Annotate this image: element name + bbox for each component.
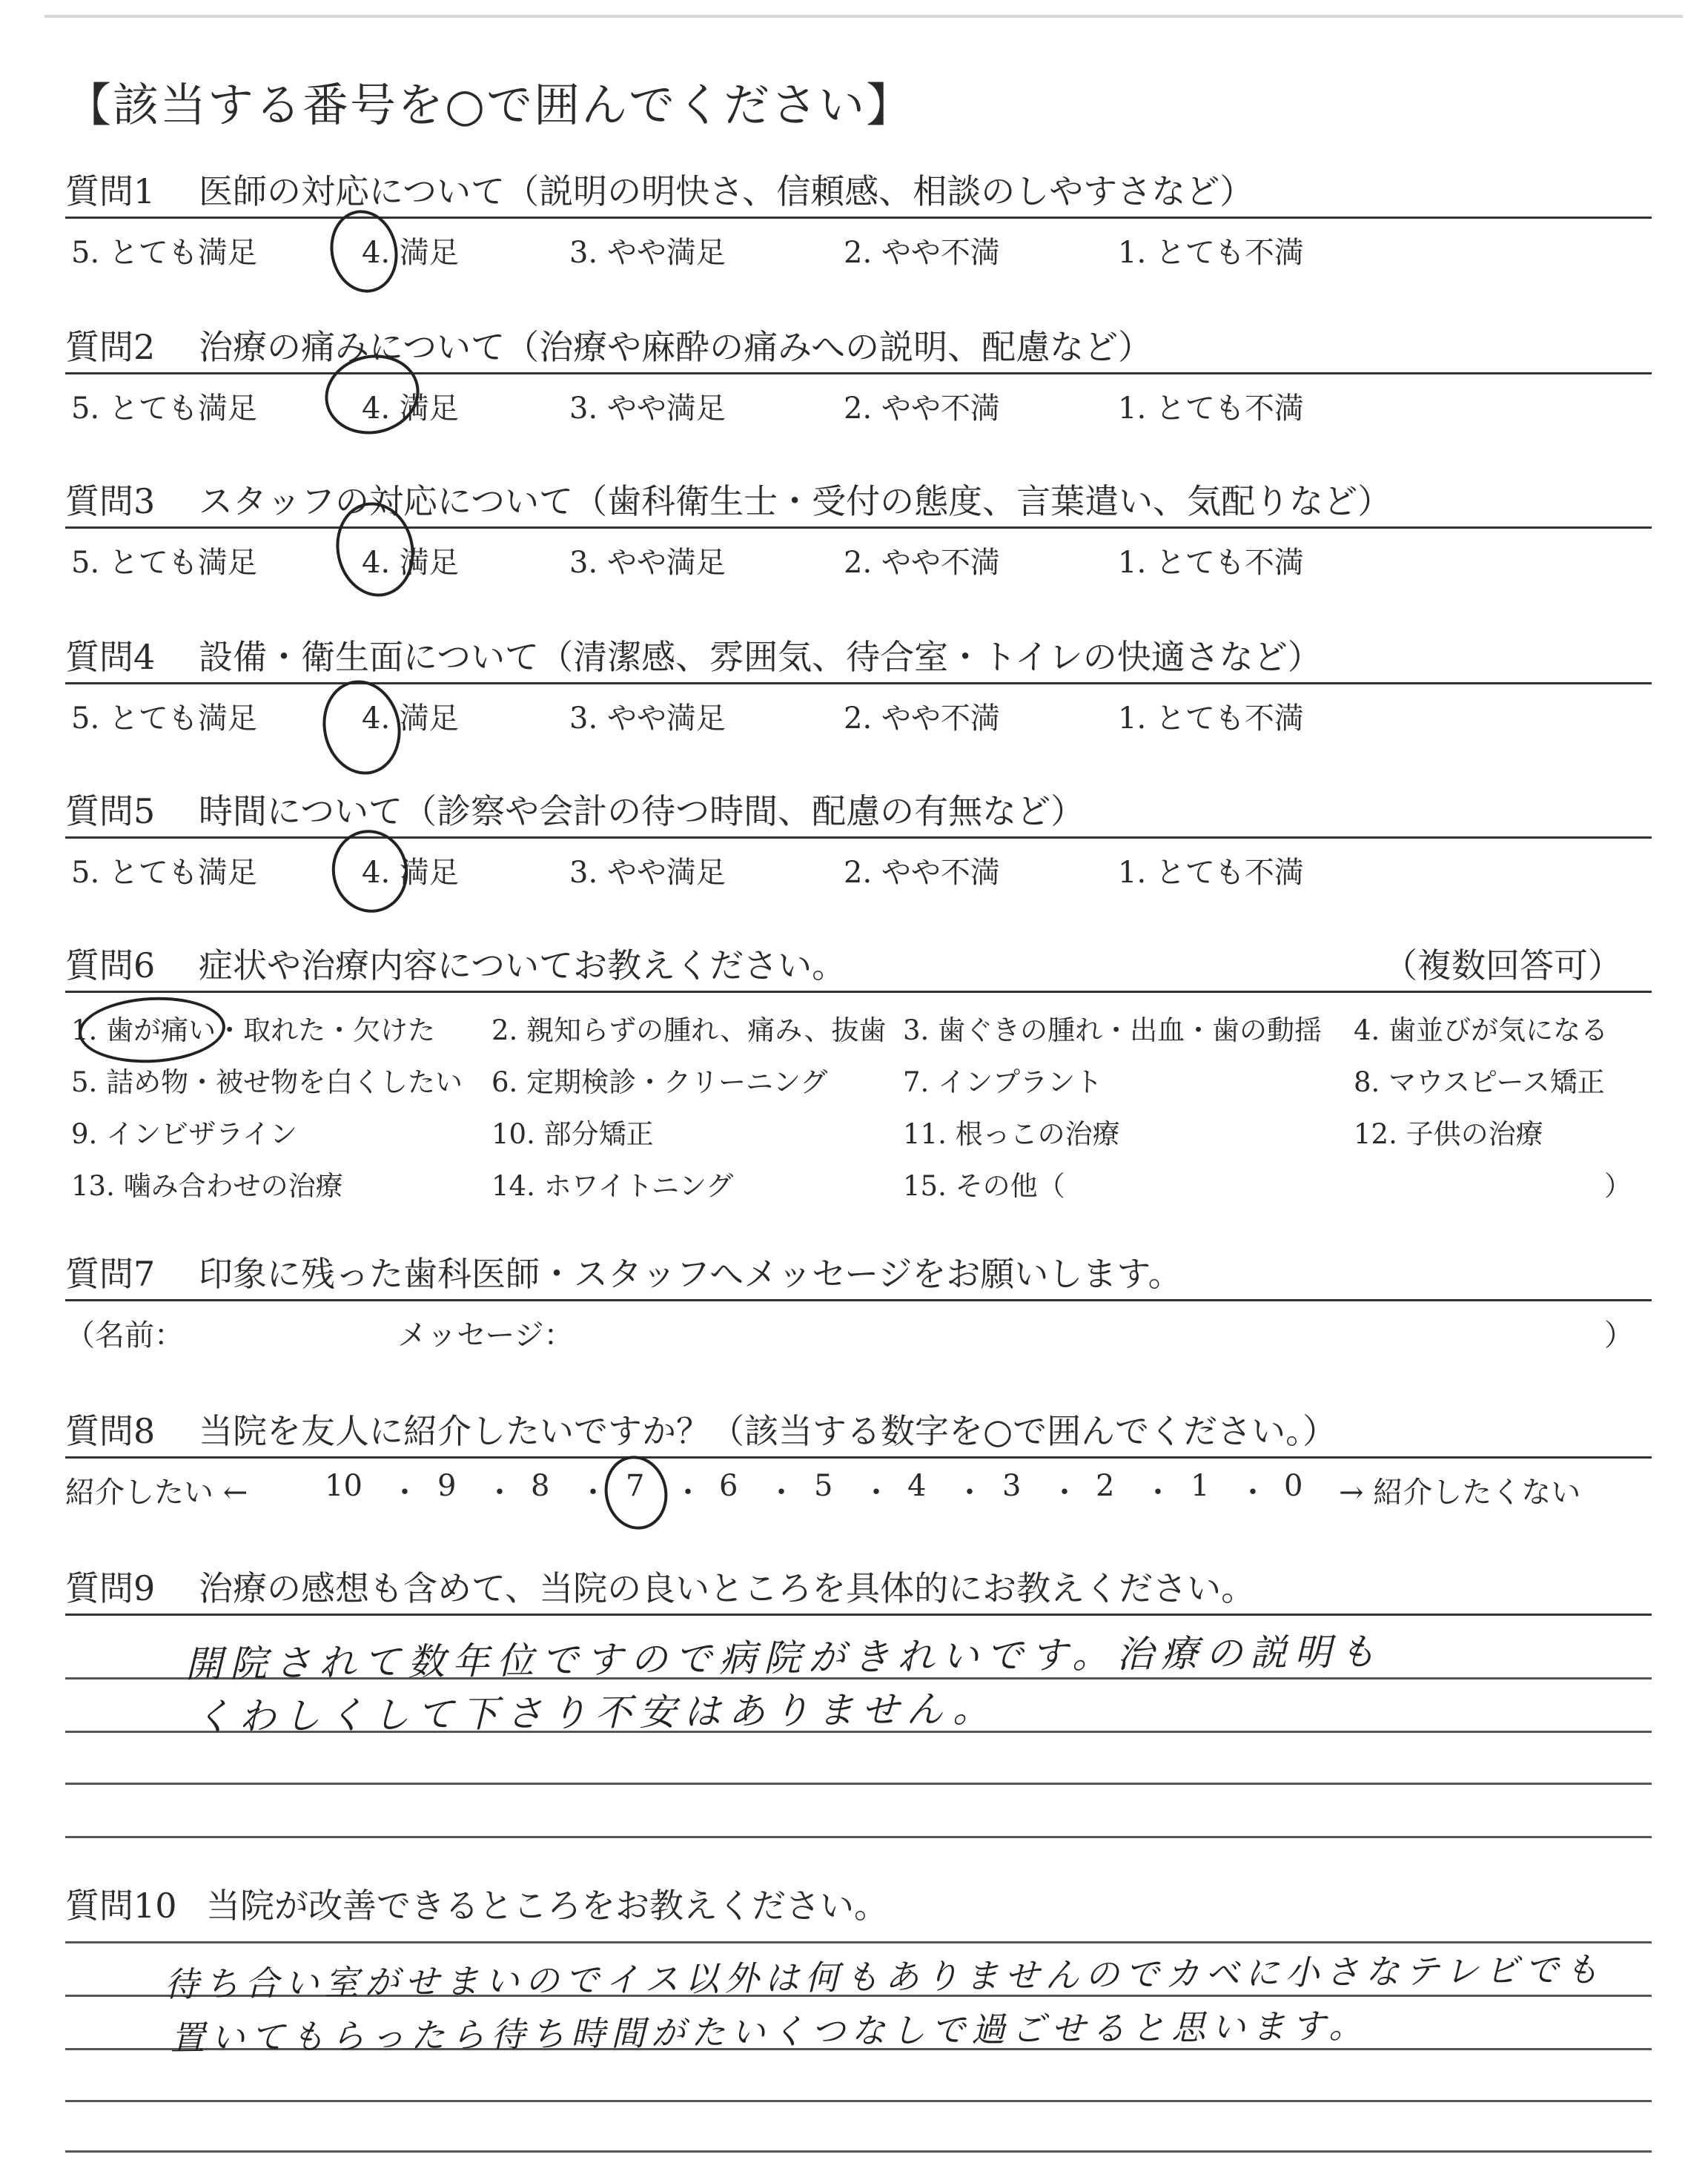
- question-header: [65, 1252, 1652, 1301]
- symptom-option[interactable]: 14. ホワイトニング: [491, 1170, 734, 1202]
- question-text: 医師の対応について（説明の明快さ、信頼感、相談のしやすさなど）: [199, 171, 1254, 211]
- symptom-option[interactable]: 13. 噛み合わせの治療: [71, 1170, 343, 1202]
- message-input[interactable]: [599, 1312, 1563, 1349]
- question-number: 質問1: [65, 171, 156, 211]
- option-5[interactable]: 5. とても満足: [71, 236, 257, 270]
- score-4[interactable]: 4: [907, 1469, 927, 1503]
- option-5[interactable]: 5. とても満足: [71, 392, 257, 426]
- question-text: 印象に残った歯科医師・スタッフへメッセージをお願いします。: [199, 1254, 1182, 1294]
- dot-separator: ・: [1238, 1476, 1268, 1510]
- dot-separator: ・: [861, 1476, 891, 1510]
- top-border: [44, 15, 1683, 18]
- option-4[interactable]: 4. 満足: [362, 392, 459, 426]
- option-1[interactable]: 1. とても不満: [1118, 392, 1304, 426]
- score-6[interactable]: 6: [719, 1469, 738, 1503]
- score-2[interactable]: 2: [1096, 1469, 1115, 1503]
- right-label: → 紹介したくない: [1339, 1476, 1581, 1510]
- dot-separator: ・: [485, 1476, 514, 1510]
- question-header: [65, 789, 1652, 839]
- option-1[interactable]: 1. とても不満: [1118, 701, 1304, 736]
- score-3[interactable]: 3: [1002, 1469, 1022, 1503]
- question-text: 治療の痛みについて（治療や麻酔の痛みへの説明、配慮など）: [199, 327, 1153, 367]
- question-number: 質問6: [65, 945, 156, 985]
- message-close-paren: ）: [1604, 1318, 1634, 1353]
- option-2[interactable]: 2. やや不満: [844, 546, 1000, 580]
- handwritten-answer-line[interactable]: くわしくして下さり不安はありません。: [193, 1687, 998, 1739]
- handwritten-answer-line[interactable]: 開院されて数年位ですので病院がきれいです。治療の説明も: [185, 1630, 1384, 1686]
- symptom-option[interactable]: 10. 部分矯正: [491, 1118, 654, 1150]
- question-number: 質問10: [65, 1886, 177, 1926]
- question-header: [65, 479, 1652, 529]
- answer-rule: [65, 2100, 1652, 2102]
- symptom-option[interactable]: 5. 詰め物・被せ物を白くしたい: [71, 1066, 463, 1098]
- question-2: [65, 325, 1652, 426]
- name-input[interactable]: [243, 1312, 391, 1349]
- question-7: [65, 1252, 1652, 1353]
- question-header: [65, 943, 1652, 993]
- symptom-option[interactable]: 7. インプラント: [903, 1066, 1103, 1098]
- score-1[interactable]: 1: [1191, 1469, 1210, 1503]
- answer-rule: [65, 1836, 1652, 1838]
- other-close-paren: ）: [1604, 1170, 1632, 1202]
- question-number: 質問7: [65, 1254, 156, 1294]
- option-3[interactable]: 3. やや満足: [569, 701, 726, 736]
- option-3[interactable]: 3. やや満足: [569, 392, 726, 426]
- symptom-option[interactable]: 8. マウスピース矯正: [1354, 1066, 1605, 1098]
- dot-separator: ・: [1050, 1476, 1079, 1510]
- symptom-option[interactable]: 9. インビザライン: [71, 1118, 297, 1150]
- score-10[interactable]: 10: [325, 1469, 363, 1503]
- option-3[interactable]: 3. やや満足: [569, 546, 726, 580]
- option-4[interactable]: 4. 満足: [362, 701, 459, 736]
- selection-circle: [77, 994, 227, 1066]
- handwritten-answer-line[interactable]: 待ち合い室がせまいのでイス以外は何もありませんのでカベに小さなテレビでも: [164, 1949, 1605, 2005]
- question-3: [65, 479, 1652, 581]
- option-2[interactable]: 2. やや不満: [844, 701, 1000, 736]
- option-2[interactable]: 2. やや不満: [844, 236, 1000, 270]
- question-number: 質問8: [65, 1411, 156, 1451]
- question-text: 治療の感想も含めて、当院の良いところを具体的にお教えください。: [199, 1568, 1256, 1608]
- option-5[interactable]: 5. とても満足: [71, 546, 257, 580]
- option-4[interactable]: 4. 満足: [362, 856, 459, 890]
- option-4[interactable]: 4. 満足: [362, 546, 459, 580]
- score-0[interactable]: 0: [1284, 1469, 1303, 1503]
- rating-scale: [65, 529, 1652, 581]
- dot-separator: ・: [1143, 1476, 1173, 1510]
- option-3[interactable]: 3. やや満足: [569, 236, 726, 270]
- option-1[interactable]: 1. とても不満: [1118, 856, 1304, 890]
- question-header: [65, 635, 1652, 684]
- question-9: [65, 1566, 1652, 1616]
- message-fields: [65, 1301, 1652, 1353]
- question-5: [65, 789, 1652, 891]
- question-header: [65, 1883, 1652, 1931]
- dot-separator: ・: [673, 1476, 703, 1510]
- question-header: [65, 1409, 1652, 1459]
- question-10: [65, 1883, 1652, 1931]
- dot-separator: ・: [767, 1476, 796, 1510]
- symptom-option[interactable]: 15. その他（: [903, 1170, 1065, 1202]
- question-number: 質問3: [65, 481, 156, 521]
- answer-rule: [65, 2150, 1652, 2153]
- question-8: [65, 1409, 1652, 1510]
- selection-circle: [314, 673, 409, 782]
- question-number: 質問2: [65, 327, 156, 367]
- option-1[interactable]: 1. とても不満: [1118, 236, 1304, 270]
- symptom-option[interactable]: 11. 根っこの治療: [903, 1118, 1120, 1150]
- message-label: メッセージ：: [397, 1318, 574, 1353]
- selection-circle: [322, 204, 405, 299]
- question-text: 時間について（診察や会計の待つ時間、配慮の有無など）: [199, 791, 1085, 831]
- selection-circle: [598, 1450, 675, 1535]
- question-text: 症状や治療内容についてお教えください。: [199, 945, 847, 985]
- question-number: 質問9: [65, 1568, 156, 1608]
- option-5[interactable]: 5. とても満足: [71, 856, 257, 890]
- left-label: 紹介したい ←: [65, 1476, 248, 1510]
- rating-scale: [65, 374, 1652, 426]
- symptom-option[interactable]: 1. 歯が痛い・取れた・欠けた: [71, 1014, 436, 1046]
- question-4: [65, 635, 1652, 736]
- symptom-option[interactable]: 12. 子供の治療: [1354, 1118, 1543, 1150]
- question-header: [65, 325, 1652, 374]
- dot-separator: ・: [390, 1476, 420, 1510]
- answer-rule: [65, 1783, 1652, 1785]
- question-text: 設備・衛生面について（清潔感、雰囲気、待合室・トイレの快適さなど）: [199, 637, 1322, 677]
- symptom-option[interactable]: 4. 歯並びが気になる: [1354, 1014, 1609, 1046]
- score-5[interactable]: 5: [814, 1469, 833, 1503]
- form-title: 【該当する番号を○で囲んでください】: [65, 78, 914, 132]
- option-2[interactable]: 2. やや不満: [844, 392, 1000, 426]
- question-header: [65, 1566, 1652, 1616]
- symptom-options: [65, 993, 1652, 1208]
- question-number: 質問5: [65, 791, 156, 831]
- question-text: 当院を友人に紹介したいですか？（該当する数字を○で囲んでください。）: [199, 1411, 1337, 1451]
- symptom-option[interactable]: 3. 歯ぐきの腫れ・出血・歯の動揺: [903, 1014, 1323, 1046]
- multiple-answers-note: （複数回答可）: [1383, 945, 1622, 985]
- dot-separator: ・: [955, 1476, 984, 1510]
- score-8[interactable]: 8: [531, 1469, 550, 1503]
- option-1[interactable]: 1. とても不満: [1118, 546, 1304, 580]
- option-5[interactable]: 5. とても満足: [71, 701, 257, 736]
- score-7[interactable]: 7: [626, 1469, 645, 1503]
- handwritten-answer-line[interactable]: 置いてもらったら待ち時間がたいくつなしで過ごせると思います。: [170, 2005, 1369, 2058]
- question-number: 質問4: [65, 637, 156, 677]
- question-1: [65, 169, 1652, 271]
- rating-scale: [65, 219, 1652, 271]
- option-3[interactable]: 3. やや満足: [569, 856, 726, 890]
- option-4[interactable]: 4. 満足: [362, 236, 459, 270]
- rating-scale: [65, 839, 1652, 891]
- option-2[interactable]: 2. やや不満: [844, 856, 1000, 890]
- referral-scale: [65, 1459, 1652, 1510]
- score-9[interactable]: 9: [437, 1469, 457, 1503]
- question-6: [65, 943, 1652, 1208]
- symptom-option[interactable]: 2. 親知らずの腫れ、痛み、抜歯: [491, 1014, 887, 1046]
- answer-rule: [65, 1941, 1652, 1943]
- symptom-option[interactable]: 6. 定期検診・クリーニング: [491, 1066, 828, 1098]
- dot-separator: ・: [578, 1476, 608, 1510]
- name-label: （名前：: [65, 1318, 184, 1353]
- question-text: スタッフの対応について（歯科衛生士・受付の態度、言葉遣い、気配りなど）: [199, 481, 1392, 521]
- rating-scale: [65, 684, 1652, 736]
- question-header: [65, 169, 1652, 219]
- question-text: 当院が改善できるところをお教えください。: [206, 1886, 888, 1926]
